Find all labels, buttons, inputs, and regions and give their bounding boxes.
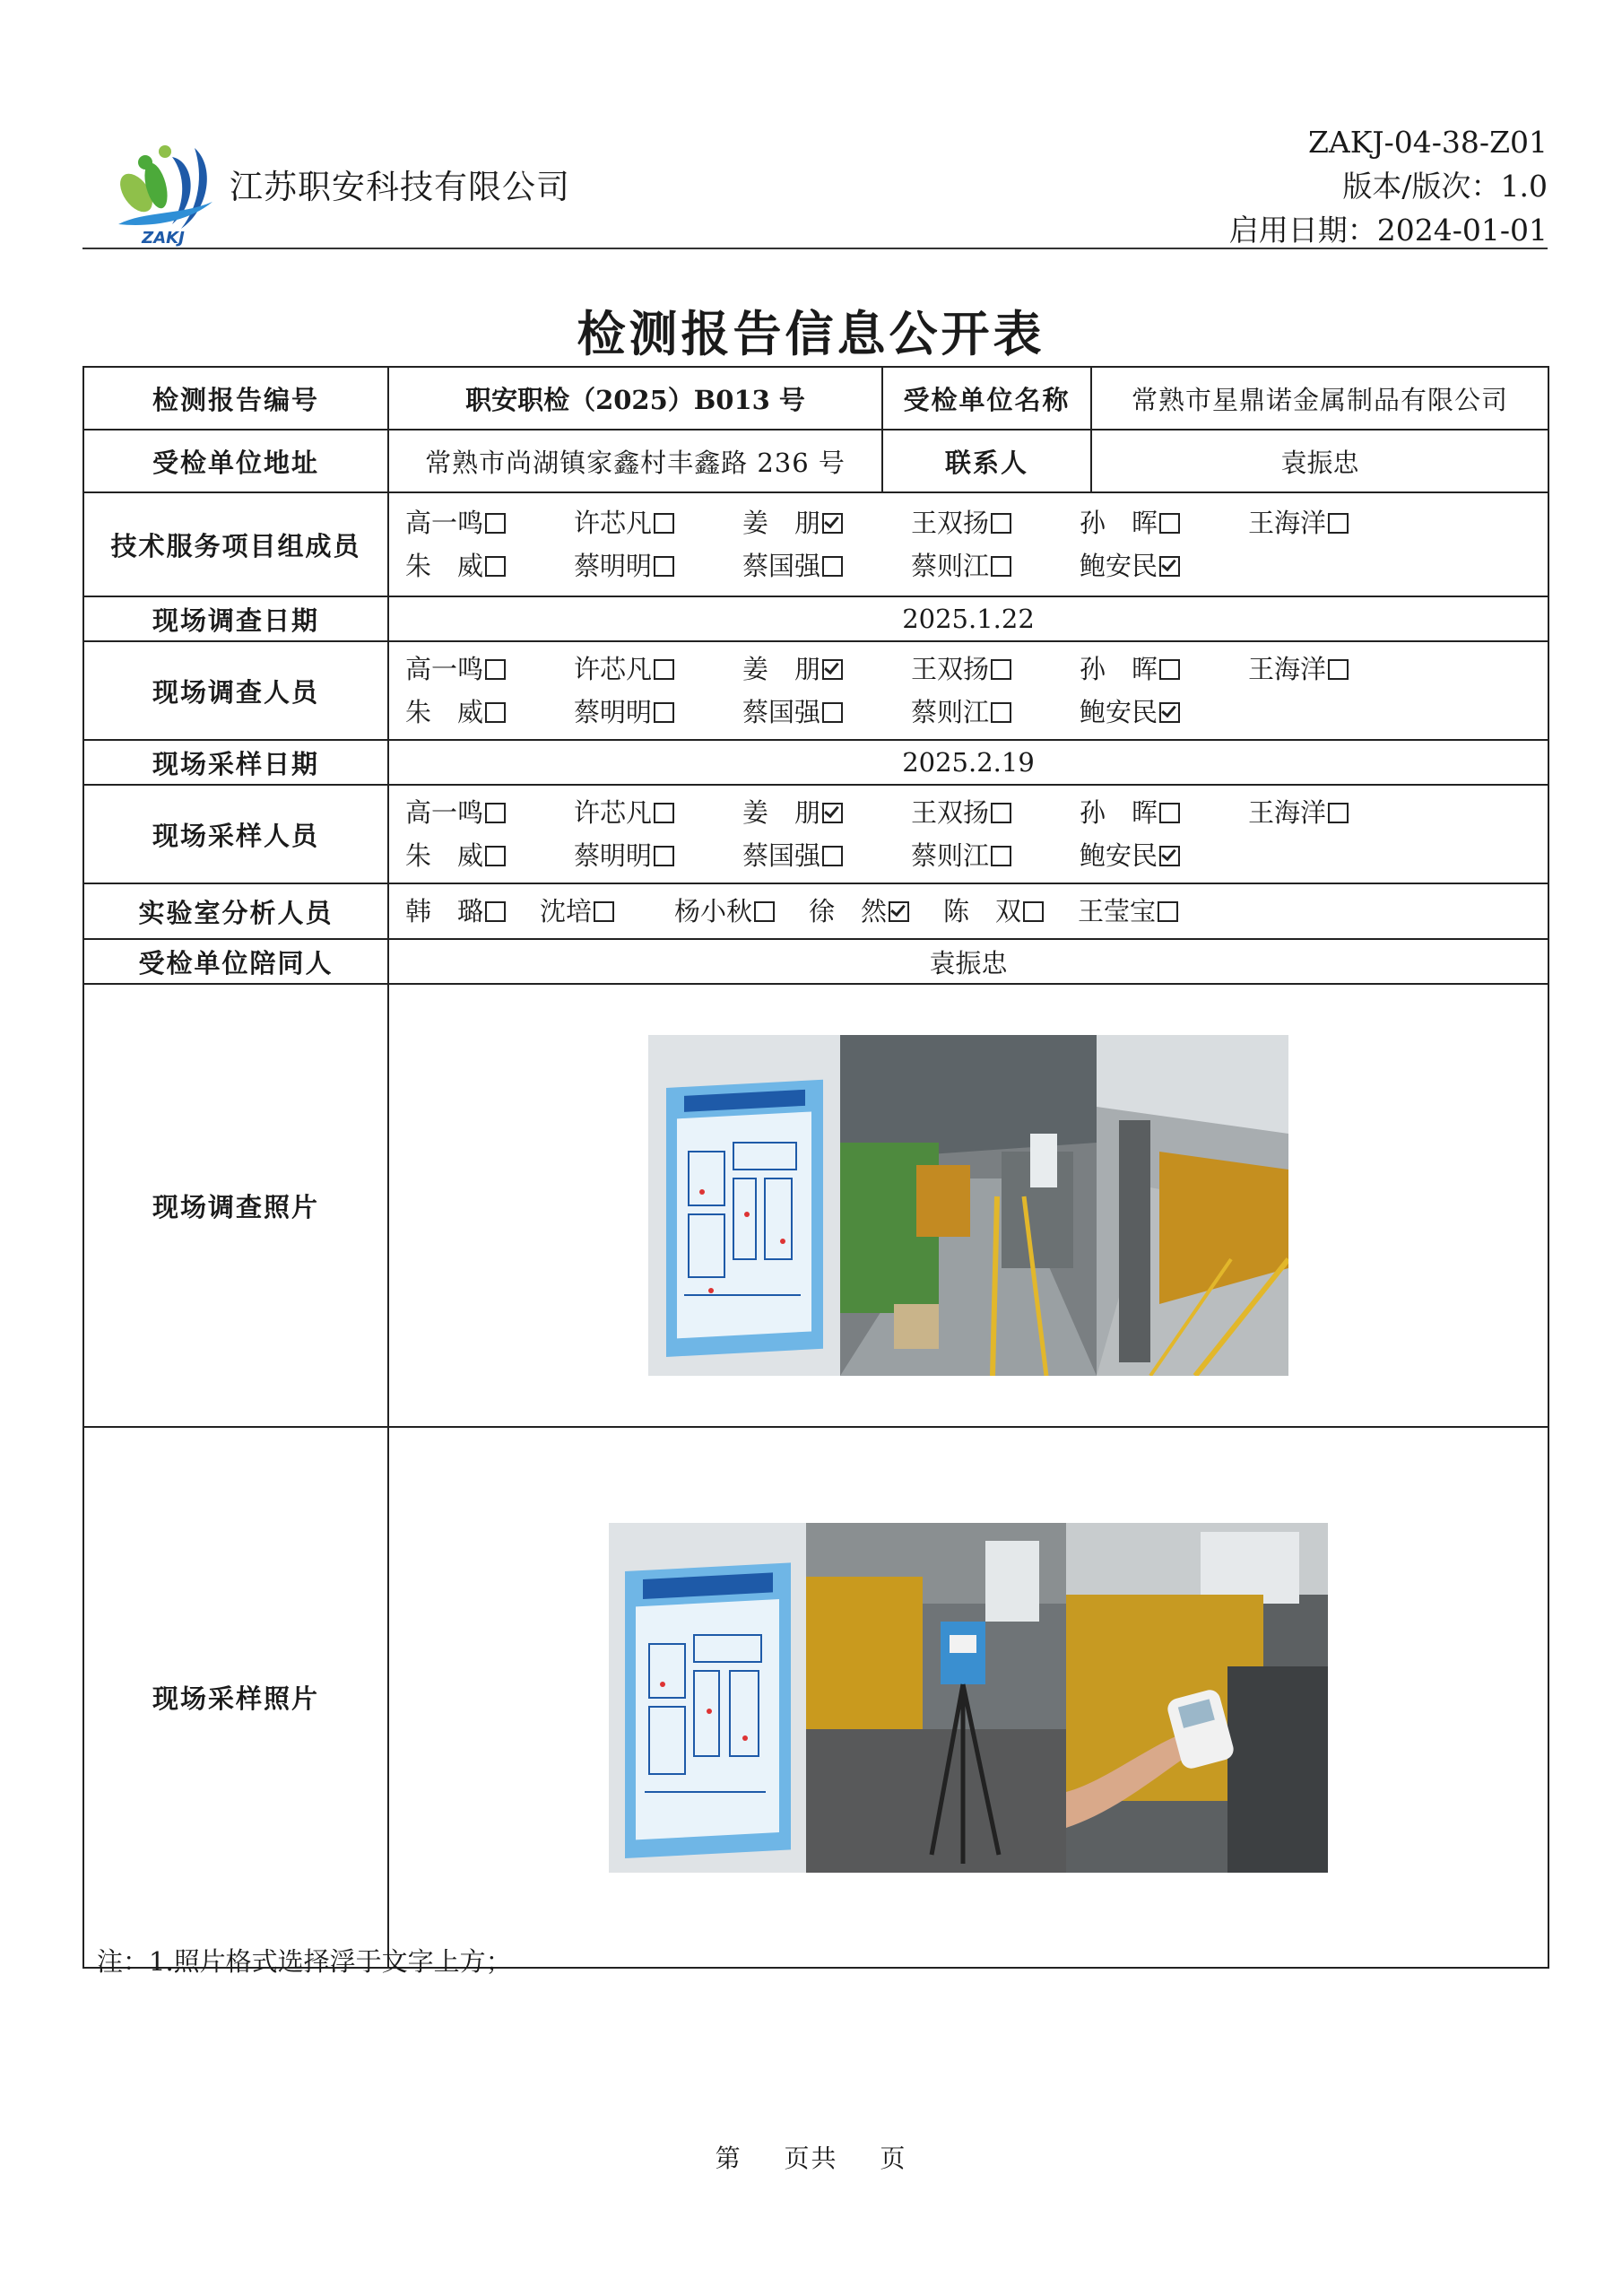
checkbox[interactable] — [1023, 901, 1044, 922]
person-name: 孙 晖 — [1080, 654, 1158, 684]
people-line — [405, 890, 1548, 933]
person-name: 姜 朋 — [742, 654, 821, 684]
person-name: 王双扬 — [911, 797, 990, 828]
person-name: 蔡国强 — [742, 697, 821, 727]
team-label: 技术服务项目组成员 — [83, 492, 388, 596]
person-name: 王莹宝 — [1078, 896, 1157, 926]
escort-person: 袁振忠 — [388, 939, 1548, 984]
checkbox[interactable] — [594, 901, 614, 922]
person-option — [1248, 791, 1417, 834]
checked-checkbox[interactable] — [1159, 702, 1180, 723]
people-line — [405, 648, 1548, 691]
checkbox[interactable] — [1328, 513, 1349, 534]
person-name: 沈培 — [540, 896, 593, 926]
person-name: 蔡明明 — [574, 697, 653, 727]
checkbox[interactable] — [654, 702, 674, 723]
row-sample-staff — [83, 785, 1548, 883]
row-sample-photos — [83, 1427, 1548, 1968]
person-option — [405, 791, 574, 834]
person-option — [405, 691, 574, 734]
person-option — [742, 834, 911, 877]
row-survey-photos — [83, 984, 1548, 1427]
person-option — [574, 834, 742, 877]
checkbox[interactable] — [1159, 803, 1180, 823]
person-name: 高一鸣 — [405, 654, 484, 684]
person-name: 姜 朋 — [742, 508, 821, 538]
sample-staff-label: 现场采样人员 — [83, 785, 388, 883]
checkbox[interactable] — [1158, 901, 1178, 922]
person-name: 蔡明明 — [574, 840, 653, 871]
checkbox[interactable] — [485, 803, 506, 823]
person-name: 鲍安民 — [1080, 551, 1158, 581]
person-option — [574, 544, 742, 587]
unit-name: 常熟市星鼎诺金属制品有限公司 — [1091, 367, 1548, 430]
person-option — [1080, 544, 1248, 587]
person-name: 朱 威 — [405, 697, 484, 727]
team-members — [388, 492, 1548, 596]
person-option — [574, 501, 742, 544]
svg-text:ZAKJ: ZAKJ — [142, 229, 185, 247]
person-option — [405, 648, 574, 691]
report-number-label: 检测报告编号 — [83, 367, 388, 430]
checkbox[interactable] — [485, 901, 506, 922]
person-name: 蔡则江 — [911, 840, 990, 871]
header-divider — [82, 248, 1548, 249]
person-option — [911, 691, 1080, 734]
person-name: 蔡则江 — [911, 697, 990, 727]
checkbox[interactable] — [822, 556, 843, 577]
person-option — [742, 691, 911, 734]
person-name: 朱 威 — [405, 840, 484, 871]
person-name: 许芯凡 — [574, 508, 653, 538]
survey-date: 2025.1.22 — [388, 596, 1548, 641]
row-survey-staff — [83, 641, 1548, 740]
row-escort — [83, 939, 1548, 984]
page-footer — [0, 2139, 1622, 2175]
checkbox[interactable] — [1159, 513, 1180, 534]
checkbox[interactable] — [991, 513, 1011, 534]
survey-photo-workshop-aisle — [840, 1035, 1097, 1376]
checkbox[interactable] — [991, 659, 1011, 680]
person-option — [1080, 691, 1248, 734]
escort-label: 受检单位陪同人 — [83, 939, 388, 984]
checkbox[interactable] — [654, 803, 674, 823]
person-name: 高一鸣 — [405, 797, 484, 828]
checkbox[interactable] — [485, 702, 506, 723]
person-option — [742, 544, 911, 587]
person-name: 蔡则江 — [911, 551, 990, 581]
person-name: 姜 朋 — [742, 797, 821, 828]
checkbox[interactable] — [991, 556, 1011, 577]
document-meta — [1229, 120, 1548, 252]
person-option — [742, 648, 911, 691]
document-code: ZAKJ-04-38-Z01 — [1308, 125, 1548, 160]
checkbox[interactable] — [654, 513, 674, 534]
checkbox[interactable] — [1328, 803, 1349, 823]
sample-date: 2025.2.19 — [388, 740, 1548, 785]
person-name: 许芯凡 — [574, 654, 653, 684]
survey-photo-production-line — [1097, 1035, 1288, 1376]
person-option — [1080, 834, 1248, 877]
checked-checkbox[interactable] — [1159, 846, 1180, 866]
unit-address: 常熟市尚湖镇家鑫村丰鑫路 236 号 — [388, 430, 882, 492]
person-name: 徐 然 — [809, 896, 888, 926]
sample-photo-handheld-meter — [1066, 1523, 1328, 1873]
row-survey-date — [83, 596, 1548, 641]
row-report-number — [83, 367, 1548, 430]
person-name: 王海洋 — [1248, 508, 1327, 538]
survey-photo-floor-plan — [648, 1035, 840, 1376]
person-option — [574, 648, 742, 691]
person-option — [674, 890, 809, 933]
checkbox[interactable] — [485, 513, 506, 534]
contact-label: 联系人 — [882, 430, 1091, 492]
person-name: 蔡国强 — [742, 551, 821, 581]
person-name: 王双扬 — [911, 508, 990, 538]
person-option — [809, 890, 943, 933]
survey-photo-strip — [648, 1035, 1288, 1376]
person-name: 鲍安民 — [1080, 697, 1158, 727]
sample-photo-floor-plan — [609, 1523, 806, 1873]
checkbox[interactable] — [1328, 659, 1349, 680]
person-option — [1078, 890, 1212, 933]
report-info-table — [82, 366, 1549, 1969]
footer-page-total: 页共 — [784, 2144, 838, 2173]
checkbox[interactable] — [991, 846, 1011, 866]
person-name: 鲍安民 — [1080, 840, 1158, 871]
row-team — [83, 492, 1548, 596]
person-option — [1080, 648, 1248, 691]
row-address — [83, 430, 1548, 492]
checked-checkbox[interactable] — [822, 513, 843, 534]
survey-staff — [388, 641, 1548, 740]
person-option — [405, 544, 574, 587]
contact-person: 袁振忠 — [1091, 430, 1548, 492]
row-sample-date — [83, 740, 1548, 785]
sample-photos-cell — [388, 1427, 1548, 1968]
person-option — [405, 890, 540, 933]
document-version: 版本/版次：1.0 — [1342, 169, 1548, 204]
checked-checkbox[interactable] — [889, 901, 909, 922]
person-option — [574, 791, 742, 834]
person-name: 王海洋 — [1248, 797, 1327, 828]
address-label: 受检单位地址 — [83, 430, 388, 492]
checkbox[interactable] — [754, 901, 775, 922]
page-header — [82, 108, 1548, 251]
sample-staff — [388, 785, 1548, 883]
person-name: 蔡明明 — [574, 551, 653, 581]
checkbox[interactable] — [654, 659, 674, 680]
sample-photo-noise-meter-tripod — [806, 1523, 1066, 1873]
person-name: 许芯凡 — [574, 797, 653, 828]
people-line — [405, 834, 1548, 877]
person-option — [943, 890, 1078, 933]
sample-date-label: 现场采样日期 — [83, 740, 388, 785]
person-option — [911, 791, 1080, 834]
footer-page-prefix: 第 — [715, 2144, 742, 2173]
person-name: 朱 威 — [405, 551, 484, 581]
person-option — [405, 834, 574, 877]
checkbox[interactable] — [991, 803, 1011, 823]
person-name: 王海洋 — [1248, 654, 1327, 684]
person-option — [540, 890, 674, 933]
lab-staff — [388, 883, 1548, 939]
checkbox[interactable] — [485, 846, 506, 866]
unit-name-label: 受检单位名称 — [882, 367, 1091, 430]
checkbox[interactable] — [654, 846, 674, 866]
checkbox[interactable] — [654, 556, 674, 577]
report-number: 职安职检（2025）B013 号 — [388, 367, 882, 430]
person-name: 蔡国强 — [742, 840, 821, 871]
checkbox[interactable] — [485, 556, 506, 577]
person-option — [1080, 501, 1248, 544]
company-logo — [109, 139, 221, 247]
survey-staff-label: 现场调查人员 — [83, 641, 388, 740]
people-line — [405, 791, 1548, 834]
checked-checkbox[interactable] — [822, 803, 843, 823]
person-option — [405, 501, 574, 544]
person-option — [742, 791, 911, 834]
footer-page-suffix: 页 — [880, 2144, 907, 2173]
survey-date-label: 现场调查日期 — [83, 596, 388, 641]
person-option — [911, 834, 1080, 877]
footnote: 注：1.照片格式选择浮于文字上方； — [97, 1946, 512, 1977]
sample-photos-label: 现场采样照片 — [83, 1427, 388, 1968]
survey-photos-label: 现场调查照片 — [83, 984, 388, 1427]
lab-staff-label: 实验室分析人员 — [83, 883, 388, 939]
sample-photo-strip — [609, 1523, 1328, 1873]
person-name: 杨小秋 — [674, 896, 753, 926]
survey-photos-cell — [388, 984, 1548, 1427]
checkbox[interactable] — [991, 702, 1011, 723]
person-name: 韩 璐 — [405, 896, 484, 926]
person-name: 孙 晖 — [1080, 508, 1158, 538]
people-line — [405, 544, 1548, 587]
person-name: 陈 双 — [943, 896, 1022, 926]
page-title: 检测报告信息公开表 — [577, 305, 1045, 362]
checkbox[interactable] — [822, 846, 843, 866]
people-line — [405, 691, 1548, 734]
person-option — [911, 501, 1080, 544]
person-option — [911, 648, 1080, 691]
checkbox[interactable] — [485, 659, 506, 680]
people-line — [405, 501, 1548, 544]
person-option — [574, 691, 742, 734]
person-name: 孙 晖 — [1080, 797, 1158, 828]
person-option — [1248, 501, 1417, 544]
person-option — [1080, 791, 1248, 834]
checkbox[interactable] — [822, 702, 843, 723]
person-name: 高一鸣 — [405, 508, 484, 538]
row-lab-staff — [83, 883, 1548, 939]
checked-checkbox[interactable] — [1159, 556, 1180, 577]
company-name: 江苏职安科技有限公司 — [230, 168, 570, 206]
person-option — [1248, 648, 1417, 691]
checked-checkbox[interactable] — [822, 659, 843, 680]
person-option — [742, 501, 911, 544]
checkbox[interactable] — [1159, 659, 1180, 680]
effective-date: 启用日期：2024-01-01 — [1228, 213, 1548, 248]
person-name: 王双扬 — [911, 654, 990, 684]
person-option — [911, 544, 1080, 587]
